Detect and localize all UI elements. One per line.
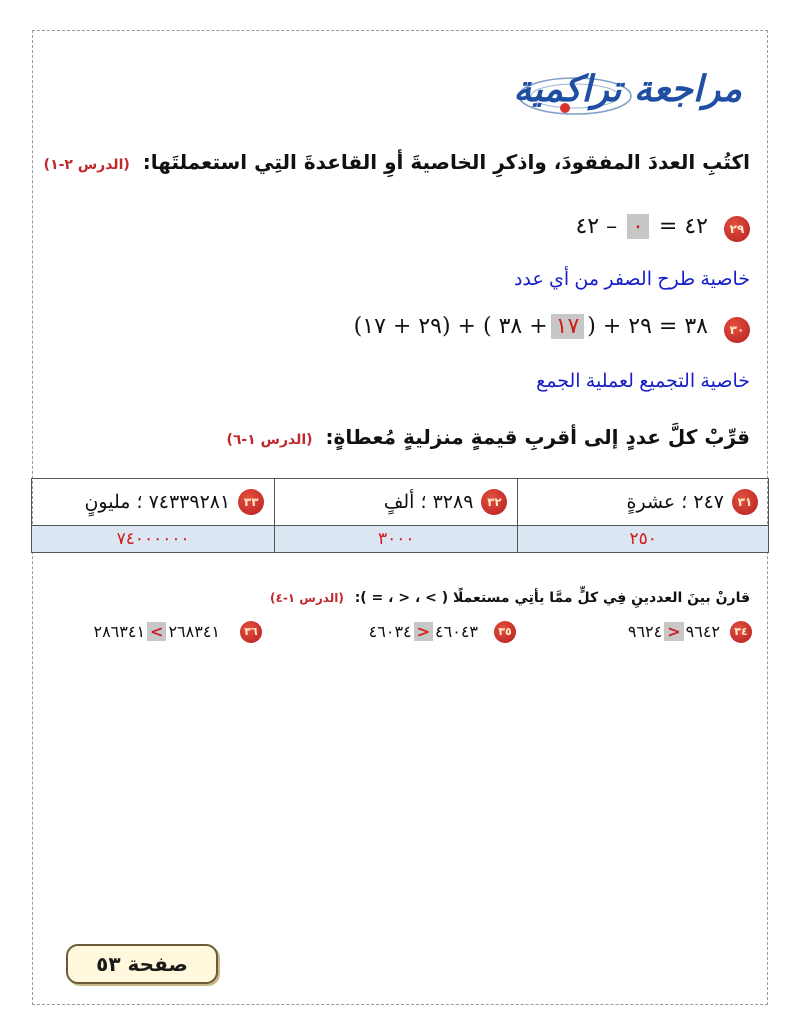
part3-lesson-ref: (الدرس ١-٤) xyxy=(270,591,344,605)
part1-lesson-ref: (الدرس ٢-١) xyxy=(43,157,130,173)
rounding-cell-33 xyxy=(32,479,275,526)
question-number-36: ٣٦ xyxy=(240,621,262,643)
equation-29 xyxy=(575,214,708,239)
part3-instruction-text: قارنْ بينَ العددينِ فِي كلٍّ ممَّا يأتِي مستعملًا ( > ، < ، = ): xyxy=(354,590,750,606)
rounding-answer-33: ٧٤٠٠٠٠٠٠ xyxy=(32,526,275,553)
rounding-answers-row xyxy=(32,526,769,553)
property-30: خاصية التجميع لعملية الجمع xyxy=(536,371,750,392)
equation-30-right: + ٣٨ ) xyxy=(482,314,548,339)
equation-30 xyxy=(354,314,708,339)
comparison-36 xyxy=(93,622,220,641)
question-number-33: ٣٣ xyxy=(238,489,264,515)
rounding-text-31: ٢٤٧ ؛ عشرةٍ xyxy=(626,491,724,513)
rounding-text-33: ٧٤٣٣٩٢٨١ ؛ مليونٍ xyxy=(84,491,231,513)
comparison-36-symbol: < xyxy=(147,622,166,641)
page-number-label: صفحة ٥٣ xyxy=(66,944,218,984)
question-number-34: ٣٤ xyxy=(730,621,752,643)
part2-instruction xyxy=(226,425,750,449)
comparison-34-b: ٩٦٤٢ xyxy=(685,622,720,641)
comparison-34-symbol: > xyxy=(664,622,683,641)
comparison-35-a: ٤٦٠٣٤ xyxy=(368,622,412,641)
comparison-35-symbol: > xyxy=(414,622,433,641)
comparison-36-a: ٢٨٦٣٤١ xyxy=(93,622,146,641)
rounding-table xyxy=(31,478,769,553)
comparison-34 xyxy=(628,622,720,641)
comparison-36-b: ٢٦٨٣٤١ xyxy=(168,622,220,641)
comparison-35-b: ٤٦٠٤٣ xyxy=(435,622,478,641)
rounding-answer-31: ٢٥٠ xyxy=(518,526,769,553)
comparison-35 xyxy=(369,622,478,641)
property-29: خاصية طرح الصفر من أي عدد xyxy=(513,269,750,290)
rounding-answer-32: ٣٠٠٠ xyxy=(275,526,518,553)
part3-instruction xyxy=(270,590,750,606)
answer-29: ٠ xyxy=(627,214,649,239)
question-number-29: ٢٩ xyxy=(724,216,750,242)
question-number-35: ٣٥ xyxy=(494,621,516,643)
question-number-32: ٣٢ xyxy=(481,489,507,515)
rounding-questions-row xyxy=(32,479,769,526)
comparison-34-a: ٩٦٢٤ xyxy=(627,622,663,641)
rounding-cell-32 xyxy=(275,479,518,526)
equation-29-right: – ٤٢ xyxy=(575,214,618,239)
section-title: مراجعة تراكمية xyxy=(513,68,742,110)
rounding-cell-31 xyxy=(518,479,769,526)
question-number-31: ٣١ xyxy=(732,489,758,515)
rounding-text-32: ٣٢٨٩ ؛ ألفٍ xyxy=(383,491,474,513)
equation-30-left: (٢٩ + ١٧) + ٣٨ = ٢٩ + ( xyxy=(353,314,708,339)
part1-instruction xyxy=(44,150,750,174)
part2-instruction-text: قرِّبْ كلَّ عددٍ إلى أقربِ قيمةٍ منزليةٍ مُعطاةٍ: xyxy=(325,425,750,449)
part1-instruction-text: اكتُبِ العددَ المفقودَ، واذكرِ الخاصيةَ أوِ القاعدةَ التِي استعملتَها: xyxy=(142,150,750,174)
part2-lesson-ref: (الدرس ١-٦) xyxy=(226,432,313,448)
answer-30: ١٧ xyxy=(551,314,585,339)
question-number-30: ٣٠ xyxy=(724,317,750,343)
equation-29-left: ٤٢ = xyxy=(658,214,708,239)
